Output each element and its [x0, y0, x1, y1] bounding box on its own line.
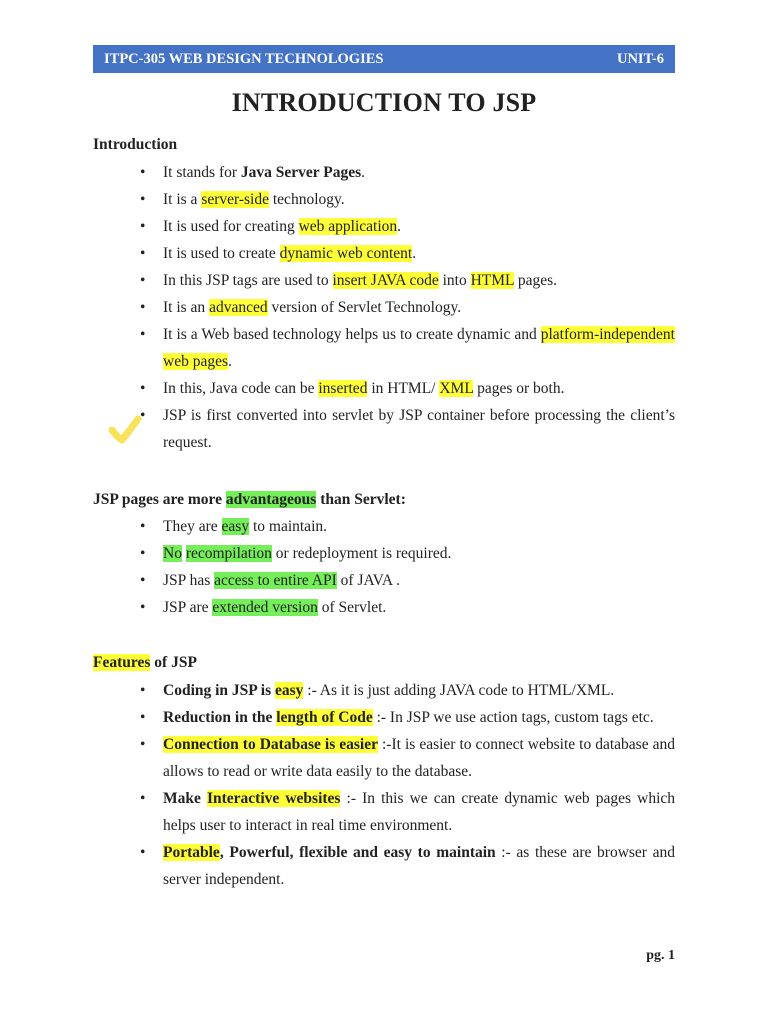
advantages-list	[0, 513, 675, 621]
list-item: • Connection to Database is easier :-It is easier to connect website to database and allows to read or write data easily to the database.	[0, 731, 675, 785]
list-item: • Coding in JSP is easy :- As it is just adding JAVA code to HTML/XML.	[0, 677, 675, 704]
list-item: • They are easy to maintain.	[0, 513, 675, 540]
features-heading: Features of JSP	[93, 654, 197, 671]
bullet-icon: •	[140, 272, 146, 289]
list-item: • JSP are extended version of Servlet.	[0, 594, 675, 621]
bullet-icon: •	[140, 682, 146, 699]
list-item: • It is used to create dynamic web content.	[0, 240, 675, 267]
list-item: • JSP has access to entire API of JAVA .	[0, 567, 675, 594]
list-item: • It is an advanced version of Servlet Technology.	[0, 294, 675, 321]
intro-list	[0, 159, 675, 456]
list-item: • It is a server-side technology.	[0, 186, 675, 213]
course-title: ITPC-305 WEB DESIGN TECHNOLOGIES	[104, 50, 384, 67]
list-item: • It is a Web based technology helps us to create dynamic and platform-independent web pages.	[0, 321, 675, 375]
list-item: • It is used for creating web application.	[0, 213, 675, 240]
features-list	[0, 677, 675, 893]
list-item: • Reduction in the length of Code :- In JSP we use action tags, custom tags etc.	[0, 704, 675, 731]
bullet-icon: •	[140, 709, 146, 726]
bullet-icon: •	[140, 844, 146, 861]
list-item: • Make Interactive websites :- In this we can create dynamic web pages which helps user to interact in real time environment.	[0, 785, 675, 839]
list-item: • JSP is first converted into servlet by JSP container before processing the client’s request.	[0, 402, 675, 456]
list-item: • Portable, Powerful, flexible and easy to maintain :- as these are browser and server independent.	[0, 839, 675, 893]
bullet-icon: •	[140, 545, 146, 562]
list-item: • In this, Java code can be inserted in HTML/ XML pages or both.	[0, 375, 675, 402]
list-item: • It stands for Java Server Pages.	[0, 159, 675, 186]
advantages-heading: JSP pages are more advantageous than Servlet:	[93, 491, 406, 508]
list-item: • No recompilation or redeployment is required.	[0, 540, 675, 567]
bullet-icon: •	[140, 736, 146, 753]
header-bar	[93, 45, 675, 73]
bullet-icon: •	[140, 407, 146, 424]
bullet-icon: •	[140, 218, 146, 235]
unit-label: UNIT-6	[616, 50, 664, 67]
bullet-icon: •	[140, 164, 146, 181]
bullet-icon: •	[140, 245, 146, 262]
bullet-icon: •	[140, 326, 146, 343]
bullet-icon: •	[140, 518, 146, 535]
bullet-icon: •	[140, 380, 146, 397]
bullet-icon: •	[140, 790, 146, 807]
bullet-icon: •	[140, 599, 146, 616]
bullet-icon: •	[140, 191, 146, 208]
page-number: pg. 1	[646, 948, 675, 963]
intro-heading: Introduction	[93, 136, 178, 153]
check-mark-icon	[108, 414, 142, 448]
page-title: INTRODUCTION TO JSP	[231, 88, 537, 117]
bullet-icon: •	[140, 572, 146, 589]
bullet-icon: •	[140, 299, 146, 316]
list-item: • In this JSP tags are used to insert JAVA code into HTML pages.	[0, 267, 675, 294]
